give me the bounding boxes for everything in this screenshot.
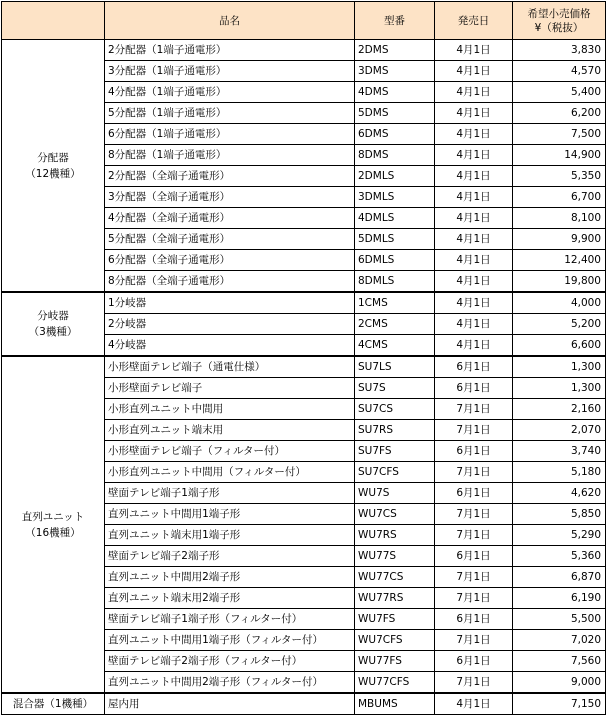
model-cell: 6DMLS [355, 250, 435, 271]
price-cell: 6,870 [513, 567, 606, 588]
model-cell: WU7CS [355, 504, 435, 525]
price-cell: 5,850 [513, 504, 606, 525]
price-cell: 5,350 [513, 166, 606, 187]
category-cell [2, 693, 105, 715]
release-date-cell: 4月1日 [435, 187, 513, 208]
header-price [513, 2, 606, 40]
product-name-cell: 6分配器（全端子通電形） [105, 250, 355, 271]
release-date-cell: 7月1日 [435, 420, 513, 441]
product-name-cell: 小形壁面テレビ端子（フィルター付） [105, 441, 355, 462]
price-cell: 6,200 [513, 103, 606, 124]
release-date-cell: 4月1日 [435, 166, 513, 187]
price-cell: 1,300 [513, 378, 606, 399]
header-category [2, 2, 105, 40]
price-table-sheet [1, 1, 606, 715]
release-date-cell: 4月1日 [435, 124, 513, 145]
release-date-cell: 4月1日 [435, 103, 513, 124]
product-name-cell: 屋内用 [105, 693, 355, 715]
price-cell: 19,800 [513, 271, 606, 293]
release-date-cell: 6月1日 [435, 546, 513, 567]
header-price-line2: ¥（税抜） [534, 21, 584, 34]
model-cell: WU7FS [355, 609, 435, 630]
product-name-cell: 2分配器（1端子通電形） [105, 40, 355, 61]
price-cell: 12,400 [513, 250, 606, 271]
model-cell: 5DMS [355, 103, 435, 124]
table-row [2, 40, 606, 61]
price-cell: 6,700 [513, 187, 606, 208]
model-cell: SU7S [355, 378, 435, 399]
product-name-cell: 直列ユニット中間用1端子形（フィルター付） [105, 630, 355, 651]
price-cell: 7,560 [513, 651, 606, 672]
release-date-cell: 4月1日 [435, 145, 513, 166]
price-cell: 1,300 [513, 356, 606, 378]
model-cell: 3DMS [355, 61, 435, 82]
price-cell: 4,570 [513, 61, 606, 82]
product-name-cell: 直列ユニット中間用2端子形（フィルター付） [105, 672, 355, 694]
header-price-line1: 希望小売価格 [527, 7, 591, 20]
table-row [2, 292, 606, 314]
model-cell: SU7LS [355, 356, 435, 378]
release-date-cell: 6月1日 [435, 651, 513, 672]
product-name-cell: 4分岐器 [105, 335, 355, 357]
release-date-cell: 4月1日 [435, 250, 513, 271]
table-row [2, 356, 606, 378]
model-cell: 4DMLS [355, 208, 435, 229]
model-cell: SU7FS [355, 441, 435, 462]
model-cell: 8DMLS [355, 271, 435, 293]
release-date-cell: 4月1日 [435, 40, 513, 61]
release-date-cell: 7月1日 [435, 399, 513, 420]
model-cell: 8DMS [355, 145, 435, 166]
product-name-cell: 3分配器（1端子通電形） [105, 61, 355, 82]
release-date-cell: 7月1日 [435, 525, 513, 546]
release-date-cell: 7月1日 [435, 672, 513, 694]
product-name-cell: 壁面テレビ端子2端子形 [105, 546, 355, 567]
release-date-cell: 7月1日 [435, 588, 513, 609]
release-date-cell: 7月1日 [435, 504, 513, 525]
release-date-cell: 7月1日 [435, 630, 513, 651]
product-name-cell: 6分配器（1端子通電形） [105, 124, 355, 145]
model-cell: WU7CFS [355, 630, 435, 651]
price-cell: 2,160 [513, 399, 606, 420]
model-cell: SU7RS [355, 420, 435, 441]
price-cell: 5,180 [513, 462, 606, 483]
table-row [2, 693, 606, 715]
release-date-cell: 4月1日 [435, 335, 513, 357]
model-cell: 2CMS [355, 314, 435, 335]
release-date-cell: 6月1日 [435, 356, 513, 378]
price-cell: 5,400 [513, 82, 606, 103]
product-name-cell: 8分配器（全端子通電形） [105, 271, 355, 293]
price-cell: 5,360 [513, 546, 606, 567]
model-cell: SU7CS [355, 399, 435, 420]
price-cell: 7,150 [513, 693, 606, 715]
price-cell: 5,200 [513, 314, 606, 335]
price-cell: 9,000 [513, 672, 606, 694]
model-cell: 4CMS [355, 335, 435, 357]
product-name-cell: 2分配器（全端子通電形） [105, 166, 355, 187]
price-cell: 3,740 [513, 441, 606, 462]
release-date-cell: 6月1日 [435, 609, 513, 630]
model-cell: WU7S [355, 483, 435, 504]
product-name-cell: 5分配器（全端子通電形） [105, 229, 355, 250]
release-date-cell: 4月1日 [435, 314, 513, 335]
model-cell: 3DMLS [355, 187, 435, 208]
product-name-cell: 5分配器（1端子通電形） [105, 103, 355, 124]
release-date-cell: 6月1日 [435, 441, 513, 462]
model-cell: WU7RS [355, 525, 435, 546]
product-name-cell: 直列ユニット中間用2端子形 [105, 567, 355, 588]
product-name-cell: 壁面テレビ端子1端子形 [105, 483, 355, 504]
product-name-cell: 8分配器（1端子通電形） [105, 145, 355, 166]
release-date-cell: 7月1日 [435, 567, 513, 588]
category-count: （12機種） [25, 167, 81, 180]
model-cell: WU77RS [355, 588, 435, 609]
product-name-cell: 1分岐器 [105, 292, 355, 314]
category-count: （3機種） [28, 326, 78, 338]
price-cell: 4,620 [513, 483, 606, 504]
model-cell: 1CMS [355, 292, 435, 314]
product-name-cell: 直列ユニット端末用2端子形 [105, 588, 355, 609]
header-model: 型番 [355, 2, 435, 40]
product-name-cell: 小形壁面テレビ端子（通電仕様） [105, 356, 355, 378]
header-row [2, 2, 606, 40]
product-name-cell: 小形直列ユニット中間用（フィルター付） [105, 462, 355, 483]
product-name-cell: 小形直列ユニット中間用 [105, 399, 355, 420]
category-label: 分岐器 [37, 310, 69, 322]
category-cell [2, 292, 105, 356]
product-name-cell: 4分配器（1端子通電形） [105, 82, 355, 103]
model-cell: 5DMLS [355, 229, 435, 250]
price-cell: 8,100 [513, 208, 606, 229]
product-name-cell: 壁面テレビ端子1端子形（フィルター付） [105, 609, 355, 630]
header-name: 品名 [105, 2, 355, 40]
price-cell: 9,900 [513, 229, 606, 250]
release-date-cell: 4月1日 [435, 292, 513, 314]
category-cell [2, 40, 105, 293]
price-cell: 5,290 [513, 525, 606, 546]
model-cell: 6DMS [355, 124, 435, 145]
product-name-cell: 小形直列ユニット端末用 [105, 420, 355, 441]
release-date-cell: 6月1日 [435, 378, 513, 399]
price-cell: 2,070 [513, 420, 606, 441]
release-date-cell: 6月1日 [435, 483, 513, 504]
model-cell: WU77CS [355, 567, 435, 588]
model-cell: 4DMS [355, 82, 435, 103]
product-name-cell: 壁面テレビ端子2端子形（フィルター付） [105, 651, 355, 672]
model-cell: 2DMLS [355, 166, 435, 187]
price-cell: 7,500 [513, 124, 606, 145]
price-cell: 3,830 [513, 40, 606, 61]
release-date-cell: 4月1日 [435, 271, 513, 293]
category-cell [2, 356, 105, 693]
release-date-cell: 4月1日 [435, 61, 513, 82]
model-cell: WU77FS [355, 651, 435, 672]
header-release: 発売日 [435, 2, 513, 40]
product-name-cell: 3分配器（全端子通電形） [105, 187, 355, 208]
price-cell: 4,000 [513, 292, 606, 314]
model-cell: WU77CFS [355, 672, 435, 694]
model-cell: SU7CFS [355, 462, 435, 483]
price-table [1, 1, 606, 715]
table-body [2, 40, 606, 715]
category-label: 直列ユニット [21, 510, 85, 523]
product-name-cell: 2分岐器 [105, 314, 355, 335]
product-name-cell: 小形壁面テレビ端子 [105, 378, 355, 399]
product-name-cell: 直列ユニット端末用1端子形 [105, 525, 355, 546]
price-cell: 14,900 [513, 145, 606, 166]
price-cell: 7,020 [513, 630, 606, 651]
release-date-cell: 4月1日 [435, 208, 513, 229]
price-cell: 6,600 [513, 335, 606, 357]
release-date-cell: 4月1日 [435, 82, 513, 103]
product-name-cell: 4分配器（全端子通電形） [105, 208, 355, 229]
product-name-cell: 直列ユニット中間用1端子形 [105, 504, 355, 525]
model-cell: MBUMS [355, 693, 435, 715]
category-label: 混合器（1機種） [12, 698, 94, 710]
release-date-cell: 4月1日 [435, 693, 513, 715]
model-cell: 2DMS [355, 40, 435, 61]
model-cell: WU77S [355, 546, 435, 567]
release-date-cell: 4月1日 [435, 229, 513, 250]
price-cell: 6,190 [513, 588, 606, 609]
price-cell: 5,500 [513, 609, 606, 630]
release-date-cell: 7月1日 [435, 462, 513, 483]
category-label: 分配器 [37, 151, 69, 164]
category-count: （16機種） [25, 526, 81, 539]
